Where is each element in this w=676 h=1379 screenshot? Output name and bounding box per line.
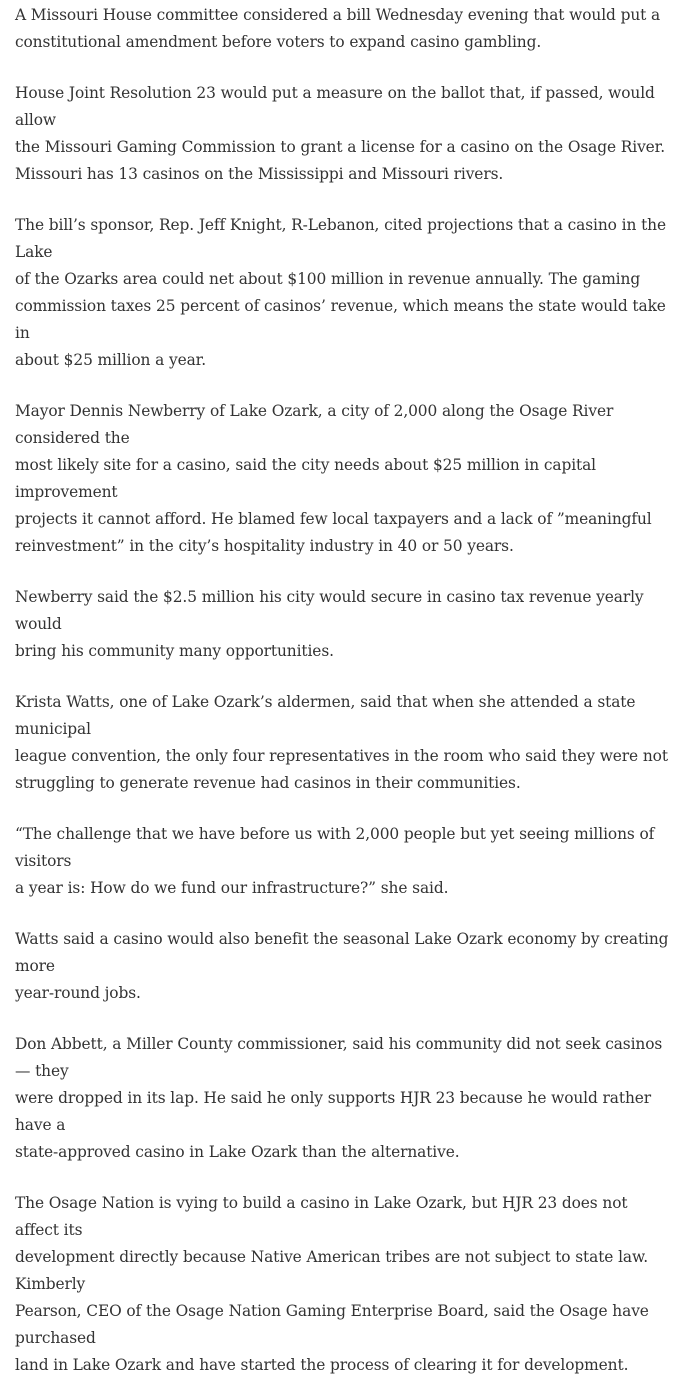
paragraph-line: struggling to generate revenue had casinos in their communities. (15, 774, 521, 792)
paragraph-line: year-round jobs. (15, 984, 141, 1002)
paragraph-7 (15, 821, 676, 902)
paragraph-line: Don Abbett, a Miller County commissioner, said his community did not seek casinos — they (15, 1035, 663, 1080)
paragraph-line: land in Lake Ozark and have started the process of clearing it for development. (15, 1356, 629, 1374)
paragraph-line: A Missouri House committee considered a bill Wednesday evening that would put a (15, 6, 661, 24)
paragraph-4 (15, 398, 676, 560)
paragraph-9 (15, 1031, 676, 1166)
paragraph-line: of the Ozarks area could net about $100 million in revenue annually. The gaming (15, 270, 641, 288)
paragraph-line: most likely site for a casino, said the city needs about $25 million in capital improvement (15, 456, 596, 501)
paragraph-line: Mayor Dennis Newberry of Lake Ozark, a city of 2,000 along the Osage River considered the (15, 402, 614, 447)
paragraph-3 (15, 212, 676, 374)
paragraph-line: Krista Watts, one of Lake Ozark’s aldermen, said that when she attended a state municipal (15, 693, 636, 738)
paragraph-line: Watts said a casino would also benefit the seasonal Lake Ozark economy by creating more (15, 930, 669, 975)
paragraph-line: “The challenge that we have before us with 2,000 people but yet seeing millions of visitors (15, 825, 655, 870)
paragraph-10 (15, 1190, 676, 1379)
paragraph-8 (15, 926, 676, 1007)
paragraph-6 (15, 689, 676, 797)
paragraph-line: reinvestment” in the city’s hospitality industry in 40 or 50 years. (15, 537, 514, 555)
paragraph-line: development directly because Native American tribes are not subject to state law. Kimberly (15, 1248, 649, 1293)
paragraph-line: Pearson, CEO of the Osage Nation Gaming Enterprise Board, said the Osage have purchased (15, 1302, 649, 1347)
paragraph-line: projects it cannot afford. He blamed few local taxpayers and a lack of ”meaningful (15, 510, 652, 528)
paragraph-line: constitutional amendment before voters to expand casino gambling. (15, 33, 542, 51)
paragraph-line: bring his community many opportunities. (15, 642, 334, 660)
paragraph-1 (15, 2, 676, 56)
paragraph-5 (15, 584, 676, 665)
paragraph-line: The Osage Nation is vying to build a casino in Lake Ozark, but HJR 23 does not affect its (15, 1194, 628, 1239)
paragraph-line: Missouri has 13 casinos on the Mississippi and Missouri rivers. (15, 165, 504, 183)
paragraph-line: state-approved casino in Lake Ozark than the alternative. (15, 1143, 460, 1161)
paragraph-line: a year is: How do we fund our infrastructure?” she said. (15, 879, 449, 897)
paragraph-line: were dropped in its lap. He said he only supports HJR 23 because he would rather have a (15, 1089, 652, 1134)
paragraph-line: league convention, the only four representatives in the room who said they were not (15, 747, 668, 765)
paragraph-line: House Joint Resolution 23 would put a measure on the ballot that, if passed, would allow (15, 84, 655, 129)
paragraph-line: about $25 million a year. (15, 351, 207, 369)
paragraph-line: the Missouri Gaming Commission to grant a license for a casino on the Osage River. (15, 138, 666, 156)
paragraph-line: commission taxes 25 percent of casinos’ revenue, which means the state would take in (15, 297, 666, 342)
paragraph-2 (15, 80, 676, 188)
paragraph-line: The bill’s sponsor, Rep. Jeff Knight, R-Lebanon, cited projections that a casino in the Lake (15, 216, 666, 261)
paragraph-line: Newberry said the $2.5 million his city would secure in casino tax revenue yearly would (15, 588, 644, 633)
